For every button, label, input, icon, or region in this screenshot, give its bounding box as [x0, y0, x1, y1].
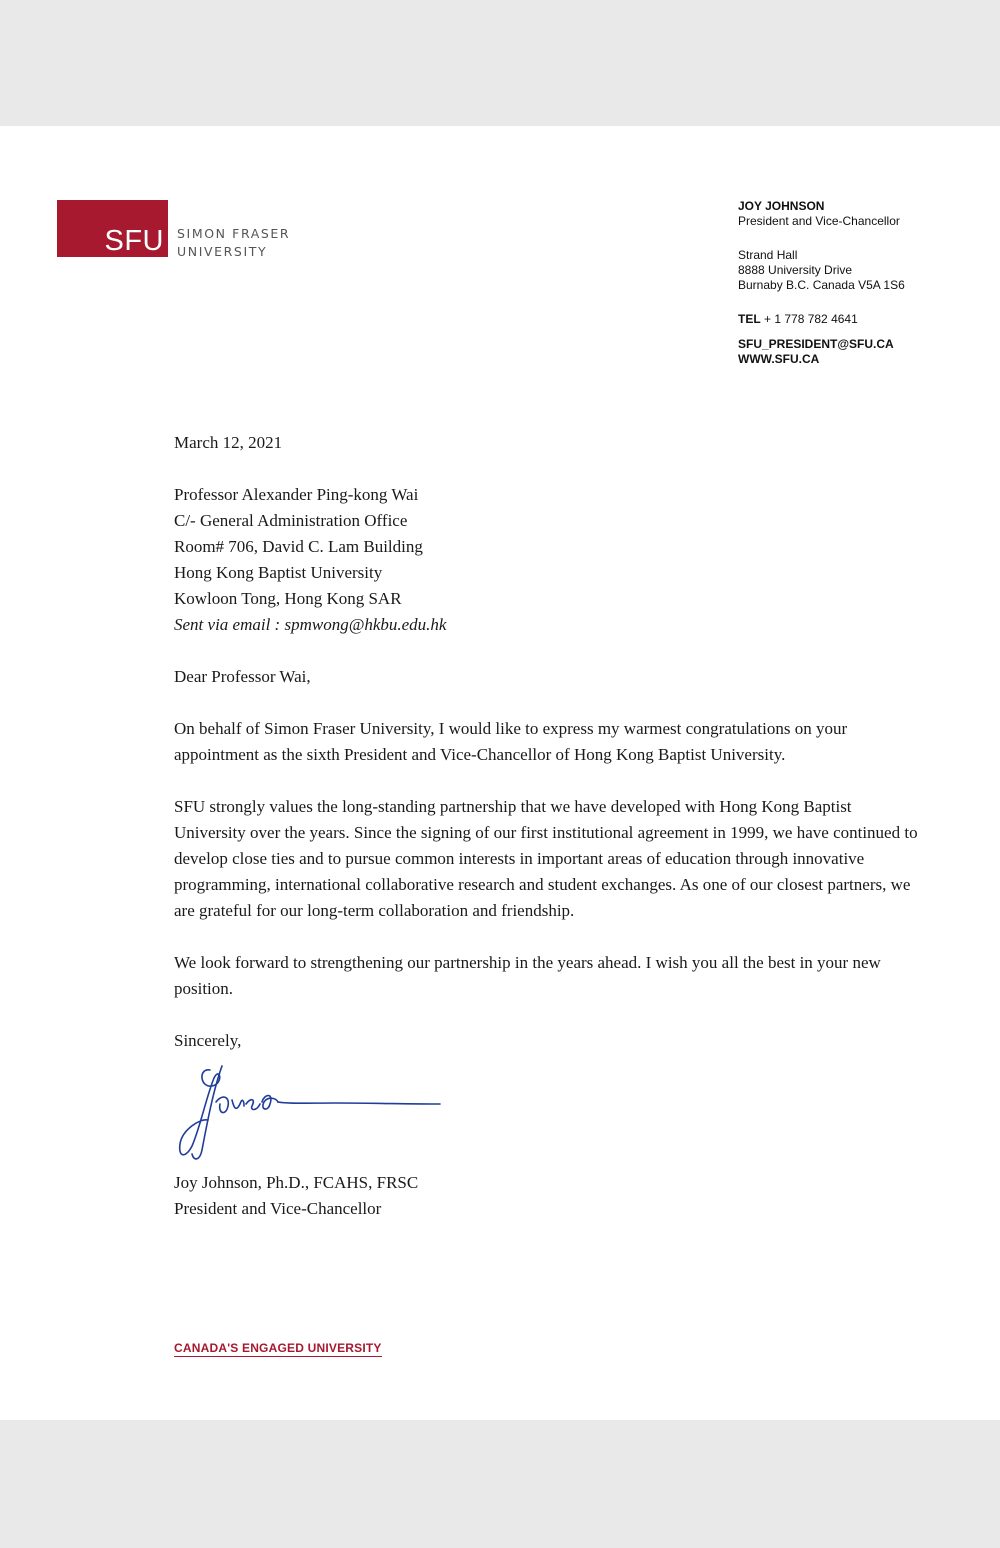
recipient-line: Hong Kong Baptist University [174, 563, 383, 582]
recipient-line: C/- General Administration Office [174, 511, 408, 530]
tel-number: + 1 778 782 4641 [760, 312, 858, 326]
salutation: Dear Professor Wai, [174, 667, 311, 686]
letter-date: March 12, 2021 [174, 433, 283, 452]
letterhead-building: Strand Hall [738, 248, 798, 262]
letterhead-street: 8888 University Drive [738, 263, 853, 277]
recipient-line: Room# 706, David C. Lam Building [174, 537, 423, 556]
sent-via-email: Sent via email : spmwong@hkbu.edu.hk [174, 615, 447, 634]
body-paragraph: On behalf of Simon Fraser University, I would like to express my warmest congratulations on your appointment as the sixth President and Vice-Chancellor of Hong Kong Baptist University. [174, 719, 848, 764]
footer-tagline: CANADA'S ENGAGED UNIVERSITY [174, 1341, 382, 1355]
letterhead-city: Burnaby B.C. Canada V5A 1S6 [738, 278, 905, 292]
letterhead-name: JOY JOHNSON [738, 199, 825, 213]
handwritten-signature [170, 1058, 450, 1168]
letterhead-email: SFU_PRESIDENT@SFU.CA [738, 337, 894, 351]
signer-title: President and Vice-Chancellor [174, 1199, 382, 1218]
logo-university-name [177, 225, 290, 261]
letterhead-phone [738, 312, 905, 327]
logo-mark-box [57, 200, 168, 257]
letter-body [174, 430, 924, 1222]
recipient-line: Kowloon Tong, Hong Kong SAR [174, 589, 402, 608]
letterhead-website: WWW.SFU.CA [738, 352, 820, 366]
recipient-line: Professor Alexander Ping-kong Wai [174, 485, 419, 504]
signer-name: Joy Johnson, Ph.D., FCAHS, FRSC [174, 1173, 419, 1192]
closing: Sincerely, [174, 1031, 242, 1050]
tel-label: TEL [738, 312, 761, 326]
logo-name-line1: SIMON FRASER [177, 226, 291, 241]
recipient-address [174, 482, 924, 638]
body-paragraph: We look forward to strengthening our partnership in the years ahead. I wish you all the best in your new position. [174, 953, 881, 998]
letter-page [0, 126, 1000, 1420]
letterhead-title: President and Vice-Chancellor [738, 214, 900, 228]
logo-name-line2: UNIVERSITY [177, 244, 268, 259]
logo-mark-text: SFU [104, 225, 164, 257]
body-paragraph: SFU strongly values the long-standing partnership that we have developed with Hong Kong Baptist University over the years. Since the signing of our first institutional agreement in 1999, we have continued to develop close ties and to pursue common interests in important areas of education through innovative programming, international collaborative research and student exchanges. As one of our closest partners, we are grateful for our long-term collaboration and friendship. [174, 797, 918, 920]
letterhead-contact-block [738, 199, 905, 367]
